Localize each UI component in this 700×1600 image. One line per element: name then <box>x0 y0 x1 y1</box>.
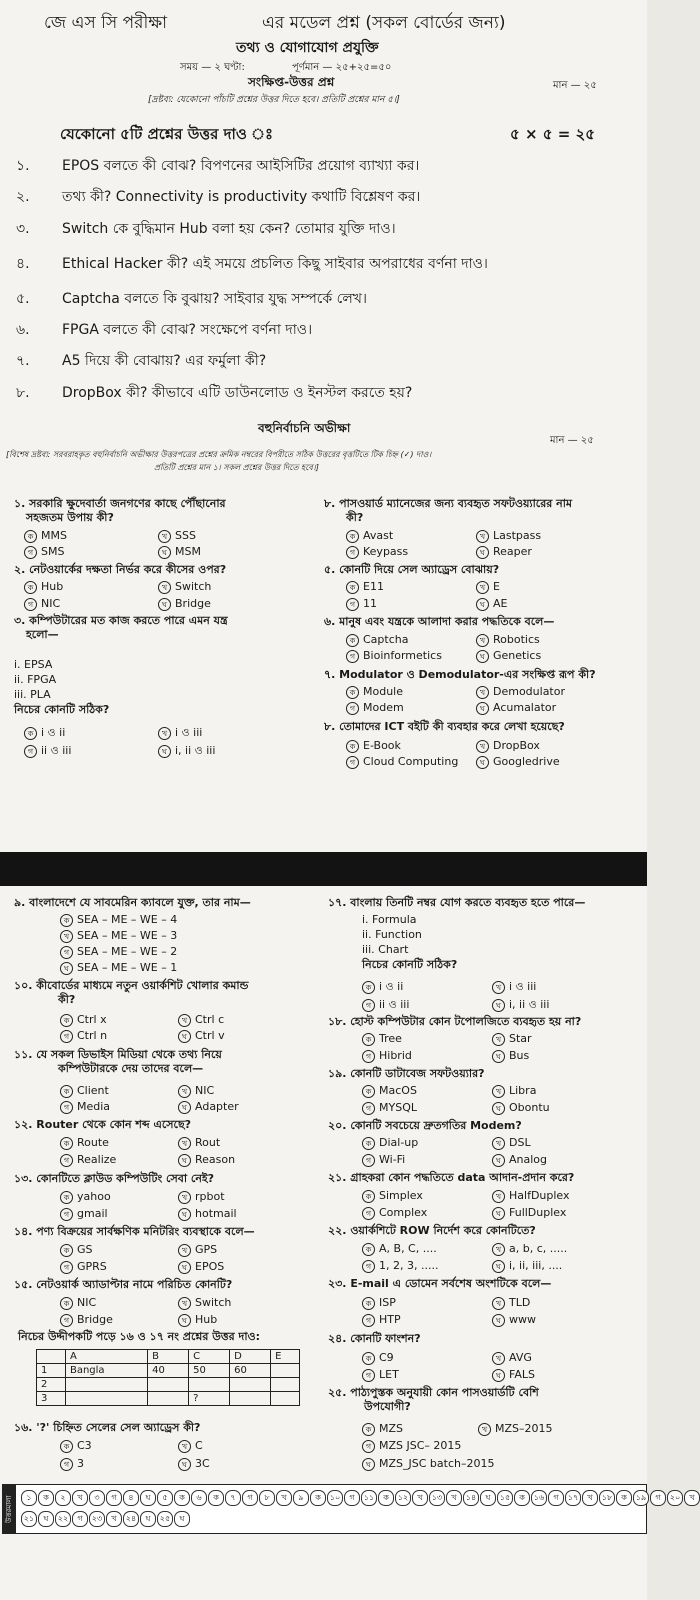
table-cell <box>271 1378 300 1392</box>
answer-key-cell: ২২ <box>55 1511 71 1527</box>
exam-name: জে এস সি পরীক্ষা <box>44 13 168 33</box>
table-cell: 50 <box>189 1364 230 1378</box>
table-cell <box>189 1378 230 1392</box>
table-cell: D <box>230 1350 271 1364</box>
answer-key-cell: ৩ <box>89 1490 105 1506</box>
table-cell: 3 <box>37 1392 66 1406</box>
table-row <box>37 1350 300 1364</box>
answer-key-cell: ক <box>616 1490 632 1506</box>
mcq-option: ঘ EPOS <box>178 1260 224 1274</box>
mcq-option: ঘ Reason <box>178 1153 235 1167</box>
mcq-option: ক Hub <box>24 580 63 594</box>
mcq-option: গ LET <box>362 1368 399 1382</box>
mcq-option: ক A, B, C, .... <box>362 1242 437 1256</box>
table-cell: ? <box>189 1392 230 1406</box>
mcq-note: [বিশেষ দ্রষ্টব্য: সরবরাহকৃত বহুনির্বাচনি অভীক্ষার উত্তরপত্রের প্রশ্নের ক্রমিক নম্বরের বিপরীতে সঠিক উত্তরের বৃত্তটিতে টিক চিহ্ন (✓) দাও। <box>6 450 432 459</box>
mcq-question: ২২. ওয়ার্কশিটে ROW নির্দেশ করে কোনটিতে? <box>328 1224 536 1237</box>
cq-instruction: যেকোনো ৫টি প্রশ্নের উত্তর দাও ঃ <box>60 125 274 143</box>
answer-key-cell: ১৪ <box>463 1490 479 1506</box>
answer-key-cell: খ <box>412 1490 428 1506</box>
answer-key-cell: ক <box>514 1490 530 1506</box>
mcq-option: ক Simplex <box>362 1189 423 1203</box>
mcq-option: গ GPRS <box>60 1260 107 1274</box>
mcq-option: ক yahoo <box>60 1190 111 1204</box>
mcq-option: ক MMS <box>24 529 67 543</box>
mcq-option: ক NIC <box>60 1296 96 1310</box>
mcq-question: ১৭. বাংলায় তিনটি নম্বর যোগ করতে ব্যবহৃত হতে পারে— <box>328 896 586 909</box>
answer-key-cell: খ <box>276 1490 292 1506</box>
mcq-option: ঘ Genetics <box>476 649 541 663</box>
mcq-option: গ gmail <box>60 1207 108 1221</box>
mcq-list-item: ii. Function <box>362 928 422 941</box>
section-marks: মান — ২৫ <box>553 80 597 91</box>
mcq-question: ৩. কম্পিউটারের মত কাজ করতে পারে এমন যন্ত্র হলো— <box>14 614 228 641</box>
time: সময় — ২ ঘণ্টা: <box>180 62 245 73</box>
mcq-option: ঘ Googledrive <box>476 755 560 769</box>
answer-key-cell: ৯ <box>293 1490 309 1506</box>
instruction-note: [দ্রষ্টব্য: যেকোনো পাঁচটি প্রশ্নের উত্তর দিতে হবে। প্রতিটি প্রশ্নের মান ৫।] <box>148 95 400 105</box>
table-row <box>37 1364 300 1378</box>
answer-key-cell: ১০ <box>327 1490 343 1506</box>
answer-key-strip <box>2 1484 695 1534</box>
cq-item: ২. তথ্য কী? Connectivity is productivity কথাটি বিশ্লেষণ কর। <box>16 189 421 205</box>
answer-key-cell: খ <box>684 1490 700 1506</box>
table-cell <box>65 1378 147 1392</box>
mcq-option: গ Wi-Fi <box>362 1153 405 1167</box>
answer-key-cell: ১১ <box>361 1490 377 1506</box>
table-cell <box>65 1392 147 1406</box>
mcq-option: খ Lastpass <box>476 529 541 543</box>
subject-title: তথ্য ও যোগাযোগ প্রযুক্তি <box>236 40 379 56</box>
mcq-question: ৯. বাংলাদেশে যে সাবমেরিন ক্যাবলে যুক্ত, তার নাম— <box>14 896 251 909</box>
mcq-option: ক E-Book <box>346 739 401 753</box>
mcq-option: ক MZS <box>362 1422 403 1436</box>
cq-item: ১. EPOS বলতে কী বোঝ? বিপণনের আইসিটির প্রয়োগ ব্যাখ্যা কর। <box>16 158 420 174</box>
answer-key-cell: গ <box>650 1490 666 1506</box>
table-cell <box>271 1392 300 1406</box>
mcq-option: খ Switch <box>178 1296 231 1310</box>
mcq-list-item: i. Formula <box>362 913 417 926</box>
mcq-option: ঘ i, ii ও iii <box>158 742 215 761</box>
mcq-title: বহুনির্বাচনি অভীক্ষা <box>258 421 351 435</box>
answer-key-cell: খ <box>106 1511 122 1527</box>
mcq-option: গ ii ও iii <box>362 996 409 1015</box>
answer-key-cell: ১৭ <box>565 1490 581 1506</box>
mcq-option: গ HTP <box>362 1313 401 1327</box>
mcq-marks: মান — ২৫ <box>550 435 594 446</box>
table-row <box>37 1392 300 1406</box>
mcq-option: খ E <box>476 580 500 594</box>
mcq-question: ১৯. কোনটি ডাটাবেজ সফটওয়্যার? <box>328 1067 485 1080</box>
mcq-option: খ a, b, c, ..... <box>492 1242 567 1256</box>
mcq-option: গ MZS JSC– 2015 <box>362 1439 461 1453</box>
mcq-option: ঘ FullDuplex <box>492 1206 566 1220</box>
mcq-option: ঘ hotmail <box>178 1207 237 1221</box>
mcq-option: গ Realize <box>60 1153 116 1167</box>
mcq-option: গ NIC <box>24 597 60 611</box>
mcq-option: খ TLD <box>492 1296 530 1310</box>
answer-key-cell: ১৫ <box>497 1490 513 1506</box>
mcq-option: ঘ MZS_JSC batch–2015 <box>362 1457 494 1471</box>
mcq-option: গ 11 <box>346 597 377 611</box>
mcq-question: ১৪. পণ্য বিক্রয়ের সার্বক্ষণিক মনিটরিং ব্যবস্থাকে বলে— <box>14 1225 255 1238</box>
answer-key-cell: ঘ <box>140 1490 156 1506</box>
answer-key-row <box>21 1511 190 1529</box>
mcq-option: খ i ও iii <box>492 978 536 997</box>
mcq-question: ২১. গ্রাহকরা কোন পদ্ধতিতে data আদান-প্রদান করে? <box>328 1171 575 1184</box>
mcq-option: গ Ctrl n <box>60 1029 107 1043</box>
answer-key-cell: গ <box>344 1490 360 1506</box>
table-cell: C <box>189 1350 230 1364</box>
mcq-option: ঘ AE <box>476 597 507 611</box>
mcq-question: ২৩. E-mail এ ডোমেন সর্বশেষ অংশটিকে বলে— <box>328 1277 552 1290</box>
mcq-option: গ MYSQL <box>362 1101 417 1115</box>
page-1 <box>0 0 647 852</box>
mcq-option: ঘ i, ii, iii, .... <box>492 1259 562 1273</box>
mcq-option: গ ii ও iii <box>24 742 71 761</box>
mcq-option: ঘ Hub <box>178 1313 217 1327</box>
cq-item: ৮. DropBox কী? কীভাবে এটি ডাউনলোড ও ইনস্টল করতে হয়? <box>16 385 413 401</box>
answer-key-cell: গ <box>72 1511 88 1527</box>
mcq-question: ১৮. হোস্ট কম্পিউটার কোন টপোলজিতে ব্যবহৃত হয় না? <box>328 1015 582 1028</box>
mcq-option: গ 3 <box>60 1457 84 1471</box>
mcq-option: ক Module <box>346 685 403 699</box>
mcq-option: খ NIC <box>178 1084 214 1098</box>
table-cell <box>271 1364 300 1378</box>
mcq-question: ২০. কোনটি সবচেয়ে দ্রুতগতির Modem? <box>328 1119 522 1132</box>
mcq-question: ১৩. কোনটিতে ক্লাউড কম্পিউটিং সেবা নেই? <box>14 1172 215 1185</box>
cq-item: ৫. Captcha বলতে কি বুঝায়? সাইবার যুদ্ধ সম্পর্কে লেখ। <box>16 291 367 307</box>
mcq-which: নিচের কোনটি সঠিক? <box>362 958 458 971</box>
answer-key-cell: গ <box>106 1490 122 1506</box>
answer-key-cell: খ <box>582 1490 598 1506</box>
answer-key-cell: ৮ <box>259 1490 275 1506</box>
mcq-option: ঘ i, ii ও iii <box>492 996 549 1015</box>
mcq-option: খ Star <box>492 1032 532 1046</box>
answer-key-cell: ১৬ <box>531 1490 547 1506</box>
cq-item: ৪. Ethical Hacker কী? এই সময়ে প্রচলিত কিছু সাইবার অপরাধের বর্ণনা দাও। <box>16 256 488 272</box>
table-row <box>37 1378 300 1392</box>
table-cell: 1 <box>37 1364 66 1378</box>
mcq-option: ঘ SEA – ME – WE – 1 <box>60 961 177 975</box>
answer-key-cell: ১৮ <box>599 1490 615 1506</box>
mcq-option: গ Hibrid <box>362 1049 412 1063</box>
answer-key-cell: ৭ <box>225 1490 241 1506</box>
mcq-option: ক C9 <box>362 1351 394 1365</box>
cq-item: ৬. FPGA বলতে কী বোঝ? সংক্ষেপে বর্ণনা দাও। <box>16 322 313 338</box>
mcq-option: ঘ Obontu <box>492 1101 550 1115</box>
mcq-option: ক i ও ii <box>24 724 65 743</box>
mcq-question: ১১. যে সকল ডিভাইস মিডিয়া থেকে তথ্য নিয়ে কম্পিউটারকে দেয় তাদের বলে— <box>14 1048 222 1075</box>
answer-key-cell: ক <box>38 1490 54 1506</box>
mcq-question: ২৫. পাঠ্যপুস্তক অনুযায়ী কোন পাসওয়ার্ডটি বেশি উপযোগী? <box>328 1386 539 1413</box>
answer-key-label: উত্তরমালা <box>3 1485 16 1533</box>
mcq-option: খ SEA – ME – WE – 3 <box>60 929 177 943</box>
mcq-option: ক ISP <box>362 1296 396 1310</box>
mcq-option: গ SEA – ME – WE – 2 <box>60 945 177 959</box>
table-cell: B <box>148 1350 189 1364</box>
mcq-option: খ DSL <box>492 1136 531 1150</box>
mcq-question: ১৬. '?' চিহ্নিত সেলের সেল অ্যাড্রেস কী? <box>14 1421 201 1434</box>
mcq-option: ক Client <box>60 1084 109 1098</box>
mcq-option: গ SMS <box>24 545 64 559</box>
mcq-list-item: iii. PLA <box>14 688 51 701</box>
answer-key-cell: ২০ <box>667 1490 683 1506</box>
mcq-option: ঘ 3C <box>178 1457 210 1471</box>
answer-key-cell: ক <box>208 1490 224 1506</box>
mcq-option: ক MacOS <box>362 1084 417 1098</box>
mcq-option: খ Switch <box>158 580 211 594</box>
table-cell <box>230 1392 271 1406</box>
mcq-option: খ C <box>178 1439 203 1453</box>
mcq-option: ঘ Adapter <box>178 1100 239 1114</box>
spreadsheet-table <box>36 1349 300 1406</box>
mcq-option: খ rpbot <box>178 1190 225 1204</box>
mcq-option: ক Dial-up <box>362 1136 418 1150</box>
mcq-question: ৭. Modulator ও Demodulator-এর সংক্ষিপ্ত রূপ কী? <box>324 668 596 681</box>
mcq-option: ক Route <box>60 1136 109 1150</box>
mcq-option: খ MZS–2015 <box>478 1422 553 1436</box>
answer-key-cell: ২ <box>55 1490 71 1506</box>
mcq-question: ২. নেটওয়ার্কের দক্ষতা নির্ভর করে কীসের ওপর? <box>14 563 227 576</box>
answer-key-cell: ২৩ <box>89 1511 105 1527</box>
answer-key-cell: খ <box>446 1490 462 1506</box>
answer-key-cell: ১২ <box>395 1490 411 1506</box>
mcq-option: ঘ MSM <box>158 545 201 559</box>
mcq-option: ঘ Bridge <box>158 597 211 611</box>
mcq-option: ঘ www <box>492 1313 536 1327</box>
mcq-option: খ DropBox <box>476 739 540 753</box>
table-cell <box>37 1350 66 1364</box>
mcq-option: ঘ FALS <box>492 1368 535 1382</box>
mcq-list-item: i. EPSA <box>14 658 53 671</box>
mcq-question: ১. সরকারি ক্ষুদেবার্তা জনগণের কাছে পৌঁছানোর সহজতম উপায় কী? <box>14 497 226 524</box>
mcq-option: ক Avast <box>346 529 393 543</box>
mcq-question: ১০. কীবোর্ডের মাধ্যমে নতুন ওয়ার্কশিট খোলার কমান্ড কী? <box>14 979 249 1006</box>
mcq-option: ক Ctrl x <box>60 1013 107 1027</box>
answer-key-cell: ক <box>378 1490 394 1506</box>
mcq-option: খ Demodulator <box>476 685 565 699</box>
mcq-question: ৬. মানুষ এবং যন্ত্রকে আলাদা করার পদ্ধতিকে বলে— <box>324 615 555 628</box>
mcq-list-item: ii. FPGA <box>14 673 57 686</box>
mcq-option: ঘ Bus <box>492 1049 529 1063</box>
page-2 <box>0 886 695 1600</box>
table-cell <box>230 1378 271 1392</box>
table-cell: Bangla <box>65 1364 147 1378</box>
mcq-question: ১২. Router থেকে কোন শব্দ এসেছে? <box>14 1118 191 1131</box>
answer-key-cell: ২৫ <box>157 1511 173 1527</box>
mcq-option: খ SSS <box>158 529 196 543</box>
table-cell: 40 <box>148 1364 189 1378</box>
mcq-option: ক i ও ii <box>362 978 403 997</box>
mcq-option: ক Tree <box>362 1032 402 1046</box>
cq-item: ৭. A5 দিয়ে কী বোঝায়? এর ফর্মুলা কী? <box>16 353 267 369</box>
mcq-option: ঘ Acumalator <box>476 701 556 715</box>
full-marks: পূর্ণমান — ২৫+২৫=৫০ <box>292 62 392 73</box>
answer-key-row <box>21 1490 700 1508</box>
answer-key-cell: ৪ <box>123 1490 139 1506</box>
mcq-question: ৮. পাসওয়ার্ড ম্যানেজের জন্য ব্যবহৃত সফটওয়্যারের নাম কী? <box>324 497 573 524</box>
mcq-option: গ Cloud Computing <box>346 755 458 769</box>
mcq-option: ক Captcha <box>346 633 408 647</box>
answer-key-cell: ৬ <box>191 1490 207 1506</box>
mcq-question: ৮. তোমাদের ICT বইটি কী ব্যবহার করে লেখা হয়েছে? <box>324 720 565 733</box>
mcq-option: খ Ctrl c <box>178 1013 224 1027</box>
mcq-question: ১৫. নেটওয়ার্ক অ্যাডাপ্টার নামে পরিচিত কোনটি? <box>14 1278 233 1291</box>
mcq-option: ঘ Ctrl v <box>178 1029 225 1043</box>
mcq-option: খ AVG <box>492 1351 532 1365</box>
mcq-list-item: iii. Chart <box>362 943 409 956</box>
mcq-option: খ GPS <box>178 1243 217 1257</box>
mcq-option: ক C3 <box>60 1439 92 1453</box>
answer-key-cell: ঘ <box>174 1511 190 1527</box>
table-cell: 2 <box>37 1378 66 1392</box>
page-separator <box>0 852 647 886</box>
mcq-option: খ Rout <box>178 1136 220 1150</box>
mcq-option: গ Keypass <box>346 545 408 559</box>
mcq-option: ক SEA – ME – WE – 4 <box>60 913 177 927</box>
answer-key-cell: ১৯ <box>633 1490 649 1506</box>
mcq-note: প্রতিটি প্রশ্নের মান ১। সকল প্রশ্নের উত্তর দিতে হবে।] <box>154 463 319 472</box>
mcq-option: খ Libra <box>492 1084 536 1098</box>
answer-key-cell: খ <box>72 1490 88 1506</box>
mcq-option: ক GS <box>60 1243 93 1257</box>
mcq-option: ক E11 <box>346 580 384 594</box>
table-cell <box>148 1378 189 1392</box>
answer-key-cell: ১৩ <box>429 1490 445 1506</box>
table-cell: A <box>65 1350 147 1364</box>
mcq-option: ঘ Reaper <box>476 545 532 559</box>
mcq-question: ২৪. কোনটি ফাংশন? <box>328 1332 421 1345</box>
mcq-option: গ 1, 2, 3, ..... <box>362 1259 438 1273</box>
answer-key-cell: ক <box>174 1490 190 1506</box>
stimulus-stem: নিচের উদ্দীপকটি পড়ে ১৬ ও ১৭ নং প্রশ্নের উত্তর দাও: <box>18 1330 261 1343</box>
mcq-which: নিচের কোনটি সঠিক? <box>14 703 110 716</box>
mcq-option: গ Media <box>60 1100 110 1114</box>
table-cell: E <box>271 1350 300 1364</box>
answer-key-cell: ঘ <box>140 1511 156 1527</box>
mcq-option: খ HalfDuplex <box>492 1189 570 1203</box>
mcq-option: ঘ Analog <box>492 1153 547 1167</box>
answer-key-cell: গ <box>242 1490 258 1506</box>
mcq-question: ৫. কোনটি দিয়ে সেল অ্যাড্রেস বোঝায়? <box>324 563 500 576</box>
section-title: সংক্ষিপ্ত-উত্তর প্রশ্ন <box>248 75 335 89</box>
answer-key-cell: ঘ <box>480 1490 496 1506</box>
answer-key-cell: ক <box>310 1490 326 1506</box>
mcq-option: গ Bridge <box>60 1313 113 1327</box>
answer-key-cell: ১ <box>21 1490 37 1506</box>
table-cell <box>148 1392 189 1406</box>
cq-item: ৩. Switch কে বুদ্ধিমান Hub বলা হয় কেন? তোমার যুক্তি দাও। <box>16 221 396 237</box>
model-title: এর মডেল প্রশ্ন (সকল বোর্ডের জন্য) <box>262 13 506 33</box>
mcq-option: গ Modem <box>346 701 404 715</box>
mcq-option: গ Bioinformetics <box>346 649 442 663</box>
answer-key-cell: ২১ <box>21 1511 37 1527</box>
cq-marks: ৫ × ৫ = ২৫ <box>510 125 595 143</box>
answer-key-cell: ৫ <box>157 1490 173 1506</box>
answer-key-cell: ঘ <box>38 1511 54 1527</box>
mcq-option: খ i ও iii <box>158 724 202 743</box>
mcq-option: খ Robotics <box>476 633 540 647</box>
answer-key-cell: ২৪ <box>123 1511 139 1527</box>
answer-key-cell: গ <box>548 1490 564 1506</box>
table-cell: 60 <box>230 1364 271 1378</box>
mcq-option: গ Complex <box>362 1206 427 1220</box>
